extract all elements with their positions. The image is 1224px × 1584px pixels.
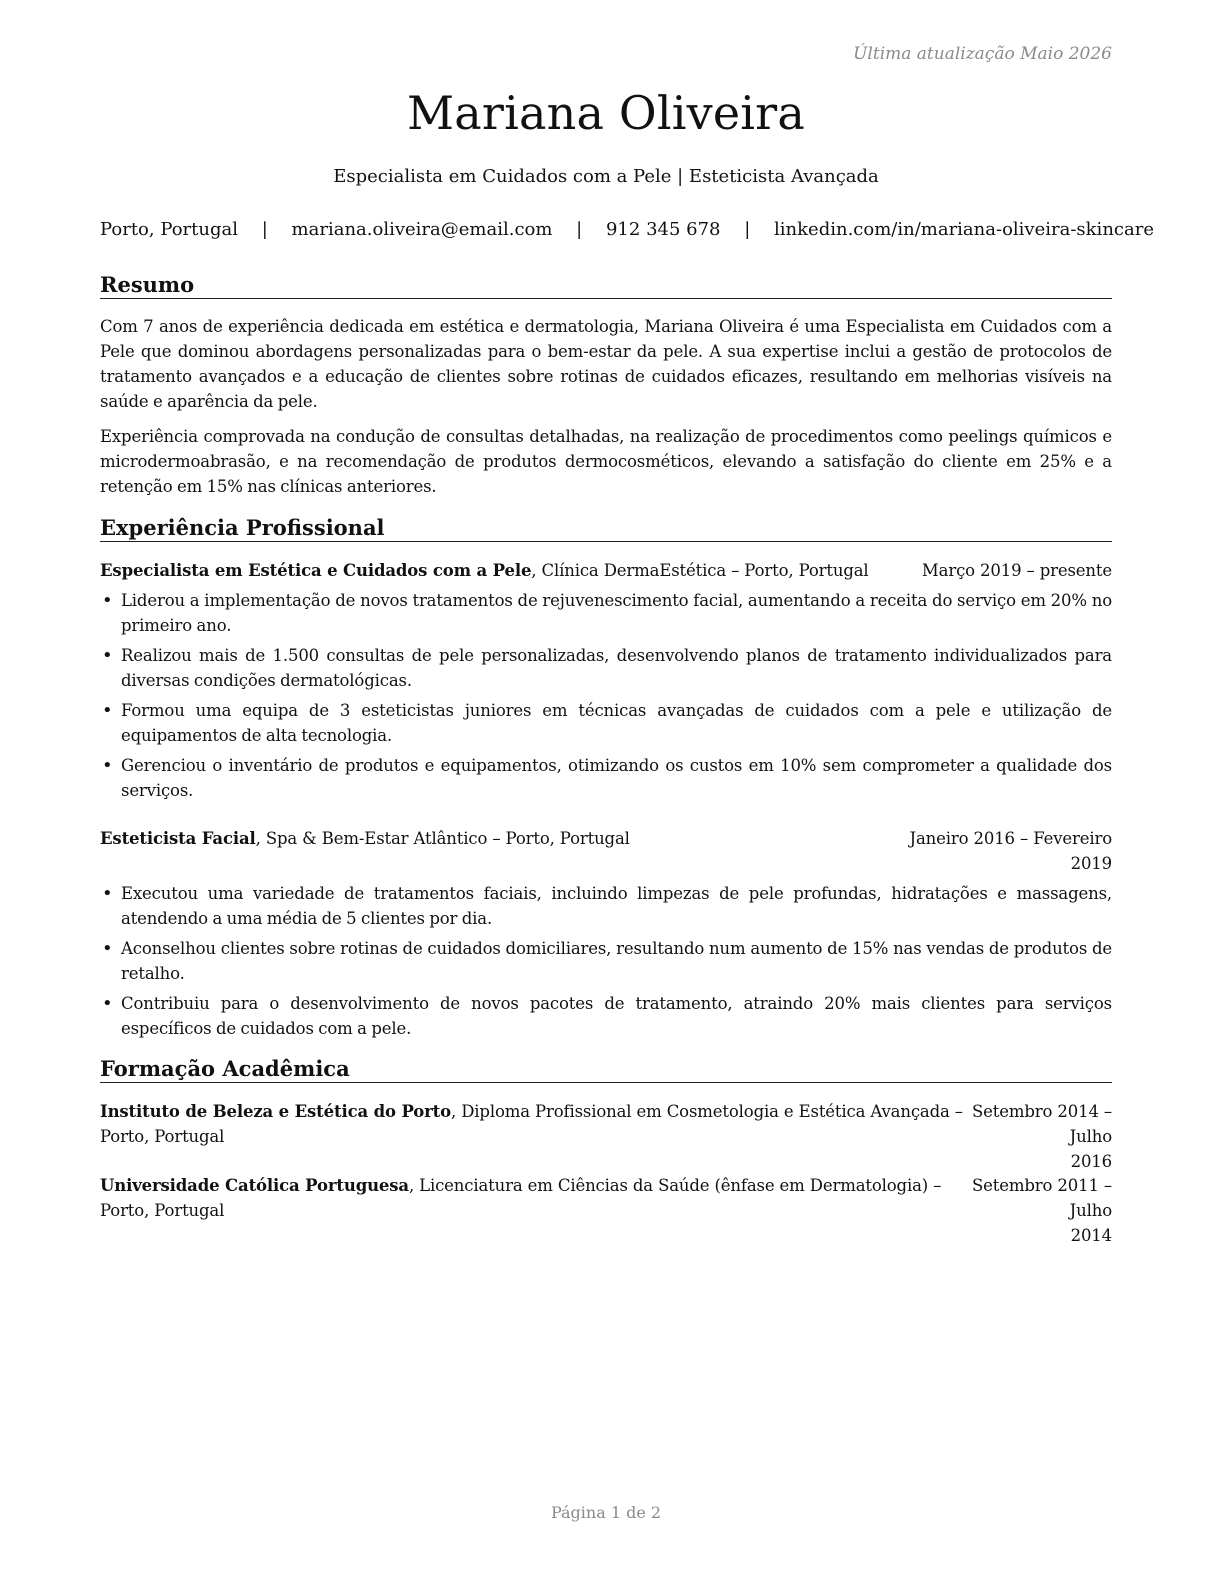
job-header	[100, 558, 1112, 583]
education-entry	[100, 1173, 1112, 1245]
page-number: Página 1 de 2	[550, 1503, 662, 1522]
education-detail: , Diploma Profissional em Cosmetologia e Estética Avançada – Porto, Portugal	[100, 1102, 963, 1146]
contact-separator: |	[744, 219, 751, 240]
job-header	[100, 826, 1112, 873]
contact-linkedin[interactable]: linkedin.com/in/mariana-oliveira-skincare	[774, 219, 1154, 240]
education-entry	[100, 1099, 1112, 1171]
education-date-continued: 2014	[1070, 1226, 1112, 1245]
job-date: Março 2019 – presente	[921, 561, 1112, 580]
education-date: Setembro 2014 – Julho	[972, 1102, 1112, 1146]
list-item: • Executou uma variedade de tratamentos faciais, incluindo limpezas de pele profundas, hidratações e massagens, atendendo a uma média de 5 clientes por dia.	[100, 881, 1112, 931]
education-school: Instituto de Beleza e Estética do Porto	[100, 1102, 452, 1121]
education-school: Universidade Católica Portuguesa	[100, 1176, 409, 1195]
contact-line	[100, 219, 1154, 240]
education-detail: , Licenciatura em Ciências da Saúde (ênfase em Dermatologia) – Porto, Portugal	[100, 1176, 942, 1220]
job-role: Esteticista Facial	[100, 829, 256, 848]
job-bullets	[100, 881, 1112, 1046]
section-title-education: Formação Acadêmica	[100, 1056, 1112, 1083]
last-updated: Última atualização Maio 2026	[853, 44, 1112, 64]
job-organization: , Spa & Bem-Estar Atlântico – Porto, Portugal	[255, 829, 630, 848]
candidate-name: Mariana Oliveira	[407, 86, 805, 140]
summary-paragraph-2: Experiência comprovada na condução de consultas detalhadas, na realização de procedimentos como peelings químicos e microdermoabrasão, e na recomendação de produtos dermocosméticos, elevando a satisfação do cliente em 25% e a retenção em 15% nas clínicas anteriores.	[100, 427, 1112, 496]
list-item: • Contribuiu para o desenvolvimento de novos pacotes de tratamento, atraindo 20% mais clientes para serviços específicos de cuidados com a pele.	[100, 991, 1112, 1041]
education-date: Setembro 2011 – Julho	[972, 1176, 1112, 1220]
job-organization: , Clínica DermaEstética – Porto, Portugal	[531, 561, 869, 580]
candidate-tagline: Especialista em Cuidados com a Pele | Esteticista Avançada	[333, 166, 879, 187]
list-item: • Realizou mais de 1.500 consultas de pele personalizadas, desenvolvendo planos de tratamento individualizados para diversas condições dermatológicas.	[100, 643, 1112, 693]
resume-page	[100, 0, 1154, 1584]
job-date-continued: 2019	[1070, 854, 1112, 873]
job-bullets	[100, 588, 1112, 808]
section-title-summary: Resumo	[100, 272, 1112, 299]
contact-phone[interactable]: 912 345 678	[605, 219, 721, 240]
list-item: • Formou uma equipa de 3 esteticistas juniores em técnicas avançadas de cuidados com a pele e utilização de equipamentos de alta tecnologia.	[100, 698, 1112, 748]
job-date: Janeiro 2016 – Fevereiro	[909, 829, 1112, 848]
job-role: Especialista em Estética e Cuidados com a Pele	[100, 561, 532, 580]
section-title-experience: Experiência Profissional	[100, 515, 1112, 542]
education-date-continued: 2016	[1070, 1152, 1112, 1171]
contact-separator: |	[576, 219, 583, 240]
contact-location: Porto, Portugal	[100, 219, 238, 240]
summary-paragraph-1: Com 7 anos de experiência dedicada em estética e dermatologia, Mariana Oliveira é uma Especialista em Cuidados com a Pele que dominou abordagens personalizadas para o bem-estar da pele. A sua expertise inclui a gestão de protocolos de tratamento avançados e a educação de clientes sobre rotinas de cuidados eficazes, resultando em melhorias visíveis na saúde e aparência da pele.	[100, 317, 1112, 411]
list-item: • Liderou a implementação de novos tratamentos de rejuvenescimento facial, aumentando a receita do serviço em 20% no primeiro ano.	[100, 588, 1112, 638]
contact-separator: |	[261, 219, 268, 240]
list-item: • Aconselhou clientes sobre rotinas de cuidados domiciliares, resultando num aumento de 15% nas vendas de produtos de retalho.	[100, 936, 1112, 986]
list-item: • Gerenciou o inventário de produtos e equipamentos, otimizando os custos em 10% sem comprometer a qualidade dos serviços.	[100, 753, 1112, 803]
contact-email[interactable]: mariana.oliveira@email.com	[291, 219, 553, 240]
